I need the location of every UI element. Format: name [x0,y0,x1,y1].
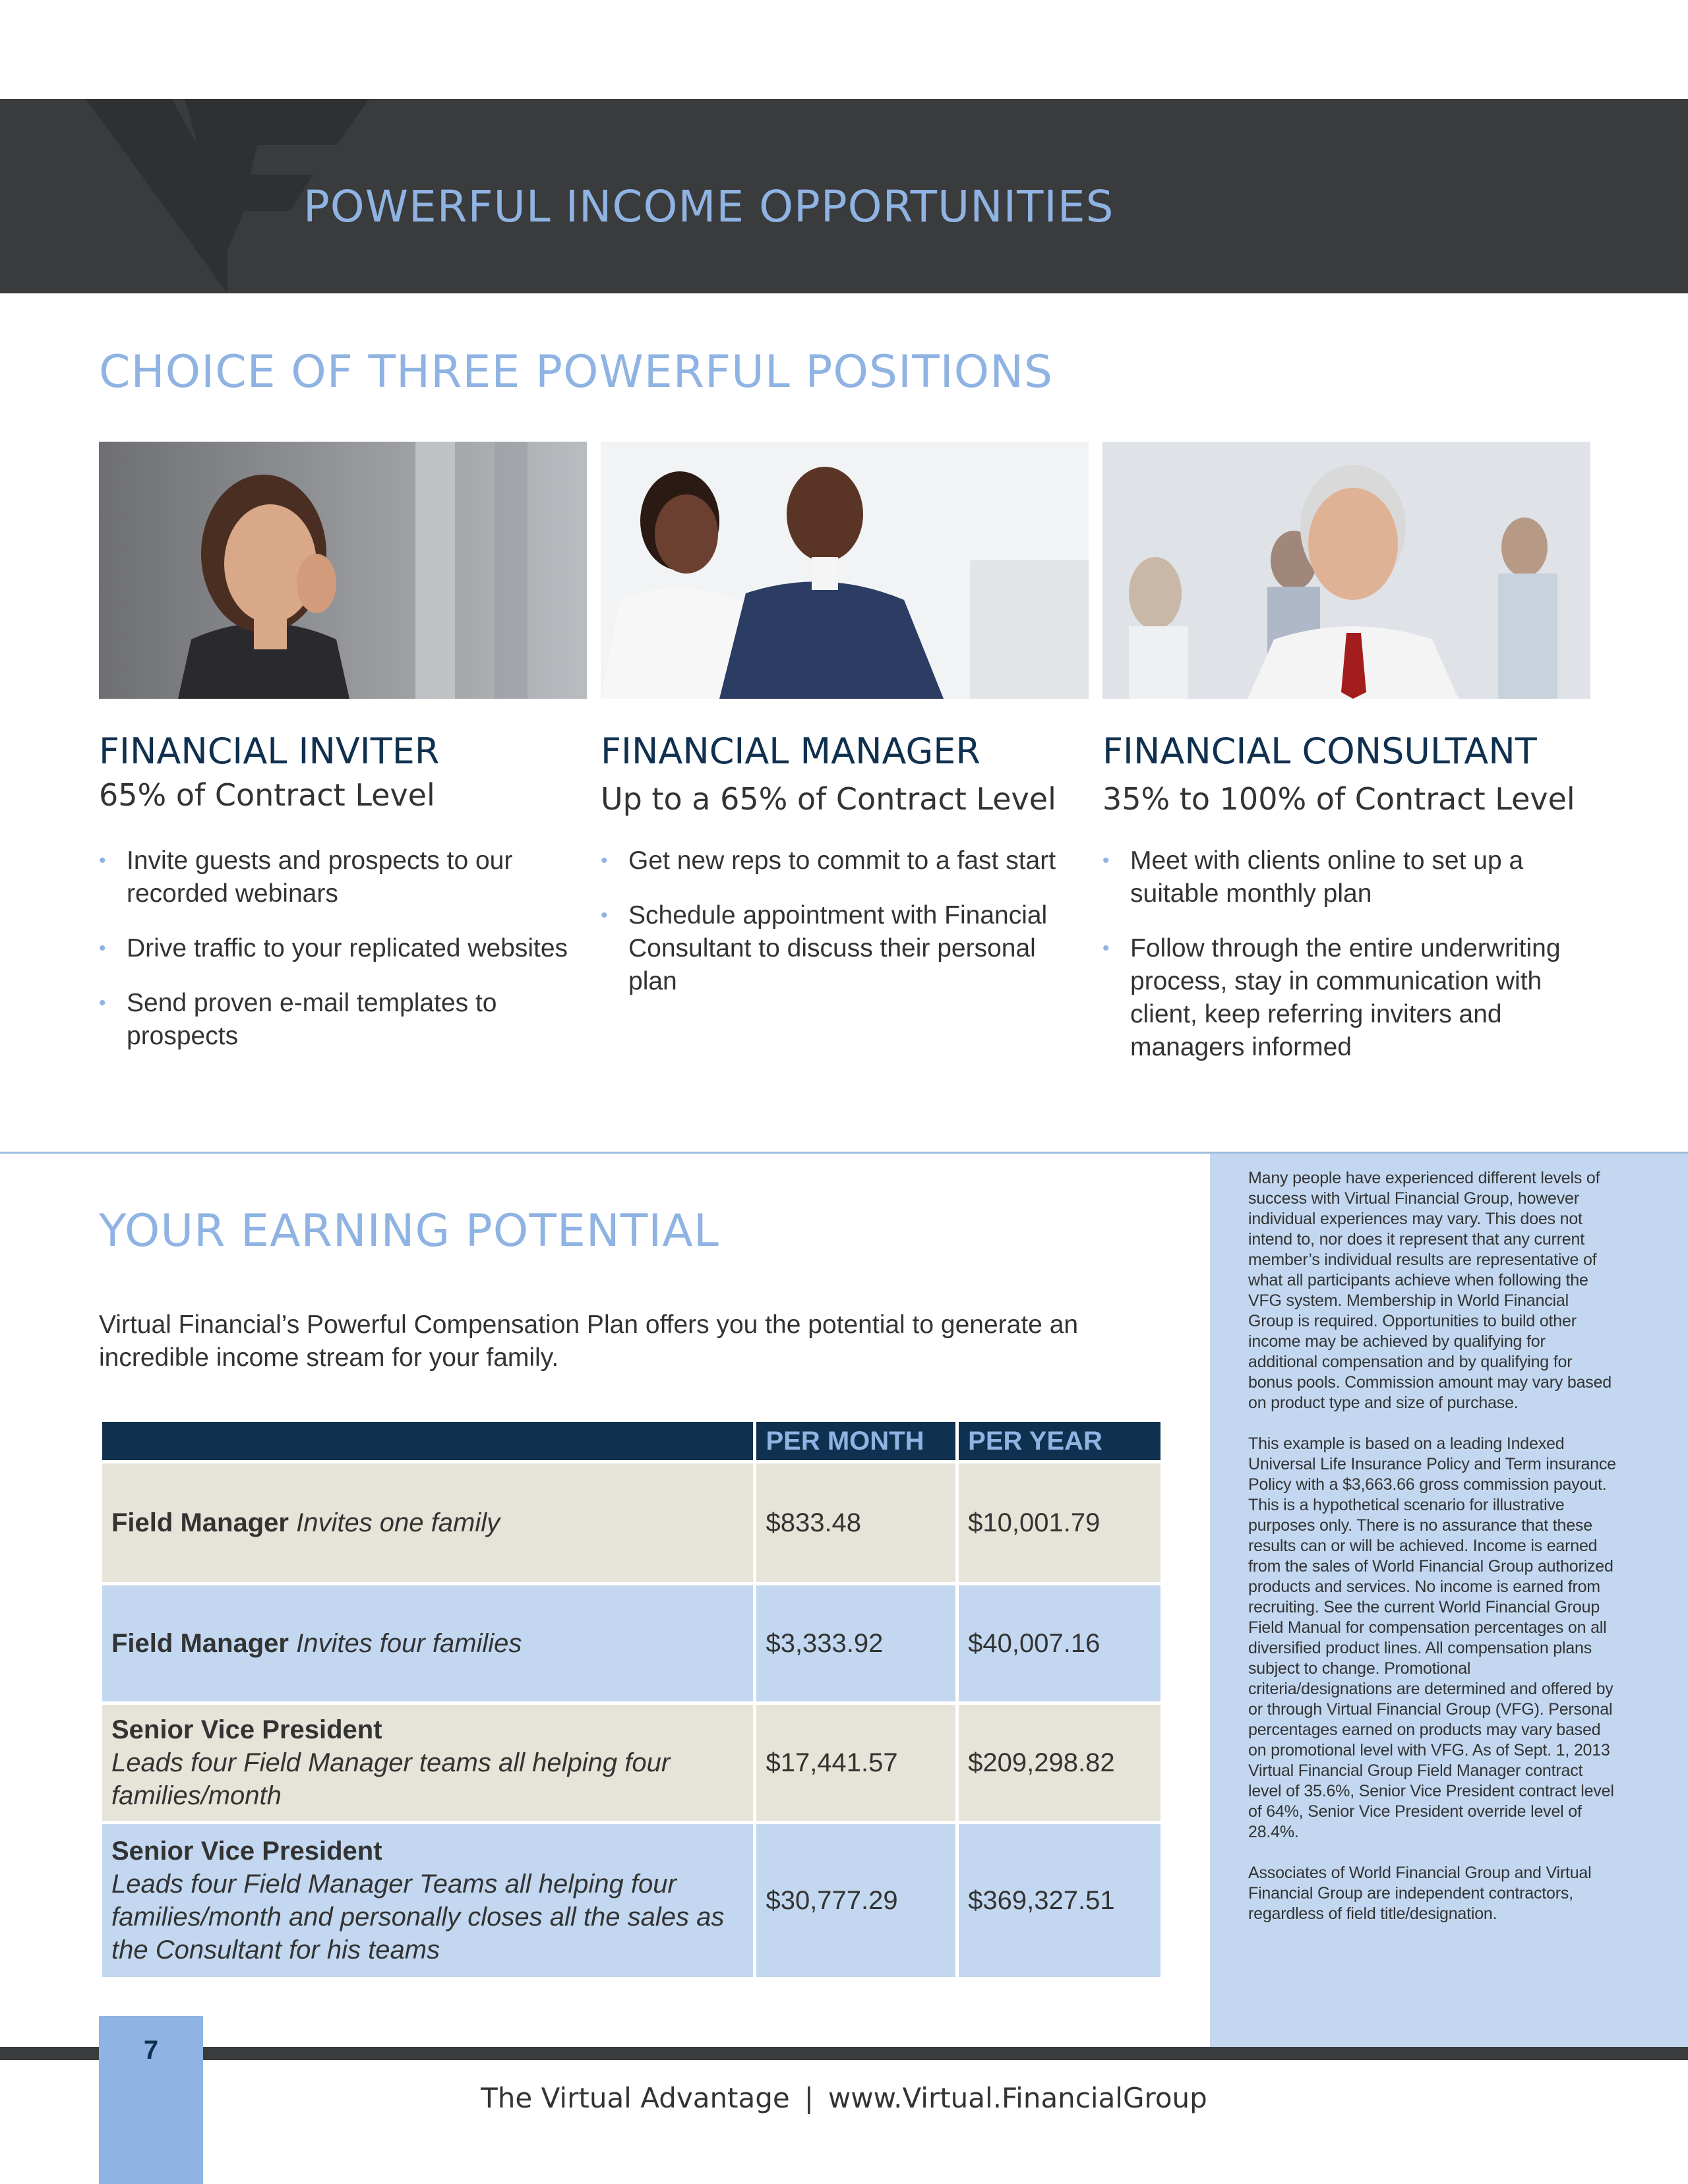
bullet-item: • Get new reps to commit to a fast start [601,844,1089,877]
disclaimer-paragraph: Associates of World Financial Group and Virtual Financial Group are independent contractors, regardless of field title/designation. [1248,1864,1592,1923]
per-month-value: $833.48 [756,1463,955,1582]
positions-section-title: CHOICE OF THREE POWERFUL POSITIONS [99,346,1054,398]
disclaimer-text [1248,1168,1617,1945]
per-month-value: $3,333.92 [756,1585,955,1701]
role-description: Invites one family [296,1508,500,1537]
position-subtitle: 35% to 100% of Contract Level [1102,781,1575,817]
role-description: Leads four Field Manager Teams all helping four families/month and personally closes all the sales as the Consultant for his teams [111,1870,725,1964]
role-description: Leads four Field Manager teams all helping four families/month [111,1748,671,1810]
table-header-per-year: PER YEAR [959,1422,1160,1460]
role-title: Senior Vice President [111,1837,382,1866]
role-title: Senior Vice President [111,1715,382,1744]
per-year-value: $209,298.82 [959,1705,1160,1821]
bullet-item: • Drive traffic to your replicated websites [99,932,587,965]
disclaimer-paragraph: This example is based on a leading Indexed Universal Life Insurance Policy and Term insurance Policy with a $3,663.66 gross commission payout. This is a hypothetical scenario for illustrative purposes only. There is no assurance that these results can or will be achieved. Income is earned from the sales of World Financial Group authorized products and services. No income is earned from recruiting. See the current World Financial Group Field Manual for compensation percentages on all diversified product lines. All compensation plans subject to change. Promotional criteria/designations are determined and offered by or through Virtual Financial Group (VFG). Personal percentages earned on products may vary based on promotional level with VFG. As of Sept. 1, 2013 Virtual Financial Group Field Manager contract level of 35.6%, Senior Vice President contract level of 64%, Senior Vice President override level of 28.4%. [1248,1434,1616,1841]
position-subtitle: Up to a 65% of Contract Level [601,781,1056,817]
position-subtitle: 65% of Contract Level [99,777,435,813]
role-title: Field Manager [111,1629,289,1658]
table-row [102,1824,1160,1977]
header-title: POWERFUL INCOME OPPORTUNITIES [303,181,1114,232]
photo-woman-on-phone [99,442,587,699]
bullet-item: • Send proven e-mail templates to prospects [99,987,587,1053]
disclaimer-paragraph: Many people have experienced different levels of success with Virtual Financial Group, however individual experiences may vary. This does not intend to, nor does it represent that any current member’s individual results are representative of what all participants achieve when following the VFG system. Membership in World Financial Group is required. Opportunities to build other income may be achieved by qualifying for additional compensation and by qualifying for bonus pools. Commission amount may vary based on product type and size of purchase. [1248,1169,1612,1412]
position-title: FINANCIAL MANAGER [601,730,980,772]
role-description: Invites four families [296,1629,522,1658]
position-bullets [99,844,587,1053]
per-month-value: $17,441.57 [756,1705,955,1821]
role-cell [102,1705,753,1821]
footer-separator: | [804,2082,814,2114]
table-header-cell [102,1422,753,1460]
role-cell [102,1824,753,1977]
table-row [102,1463,1160,1582]
position-title: FINANCIAL CONSULTANT [1102,730,1537,772]
position-column-inviter [99,730,587,1075]
table-row [102,1585,1160,1701]
table-row [102,1705,1160,1821]
role-title: Field Manager [111,1508,289,1537]
bullet-item: • Follow through the entire underwriting process, stay in communication with client, keep referring inviters and managers informed [1102,932,1590,1064]
footer-tagline: The Virtual Advantage [481,2082,790,2114]
per-year-value: $369,327.51 [959,1824,1160,1977]
photo-two-colleagues [601,442,1089,699]
photo-senior-businessman [1102,442,1590,699]
header-band [0,99,1688,293]
position-column-consultant [1102,730,1590,1086]
per-year-value: $10,001.79 [959,1463,1160,1582]
footer-text [0,2082,1688,2114]
position-column-manager [601,730,1089,1020]
table-header-per-month: PER MONTH [756,1422,955,1460]
bullet-item: • Invite guests and prospects to our recorded webinars [99,844,587,910]
position-bullets [1102,844,1590,1064]
role-cell [102,1585,753,1701]
disclaimer-sidebar [1210,1154,1688,2047]
per-month-value: $30,777.29 [756,1824,955,1977]
position-bullets [601,844,1089,998]
position-title: FINANCIAL INVITER [99,730,440,772]
role-cell [102,1463,753,1582]
earnings-table [99,1419,1164,1980]
earning-intro: Virtual Financial’s Powerful Compensation Plan offers you the potential to generate an incredible income stream for your family. [99,1311,1079,1372]
footer-url[interactable]: www.Virtual.FinancialGroup [828,2082,1207,2114]
footer-bar [0,2047,1688,2060]
bullet-item: • Meet with clients online to set up a suitable monthly plan [1102,844,1590,910]
page-number: 7 [143,2036,159,2065]
per-year-value: $40,007.16 [959,1585,1160,1701]
table-header-row [102,1422,1160,1460]
earning-section-title: YOUR EARNING POTENTIAL [99,1205,719,1257]
bullet-item: • Schedule appointment with Financial Consultant to discuss their personal plan [601,899,1089,998]
